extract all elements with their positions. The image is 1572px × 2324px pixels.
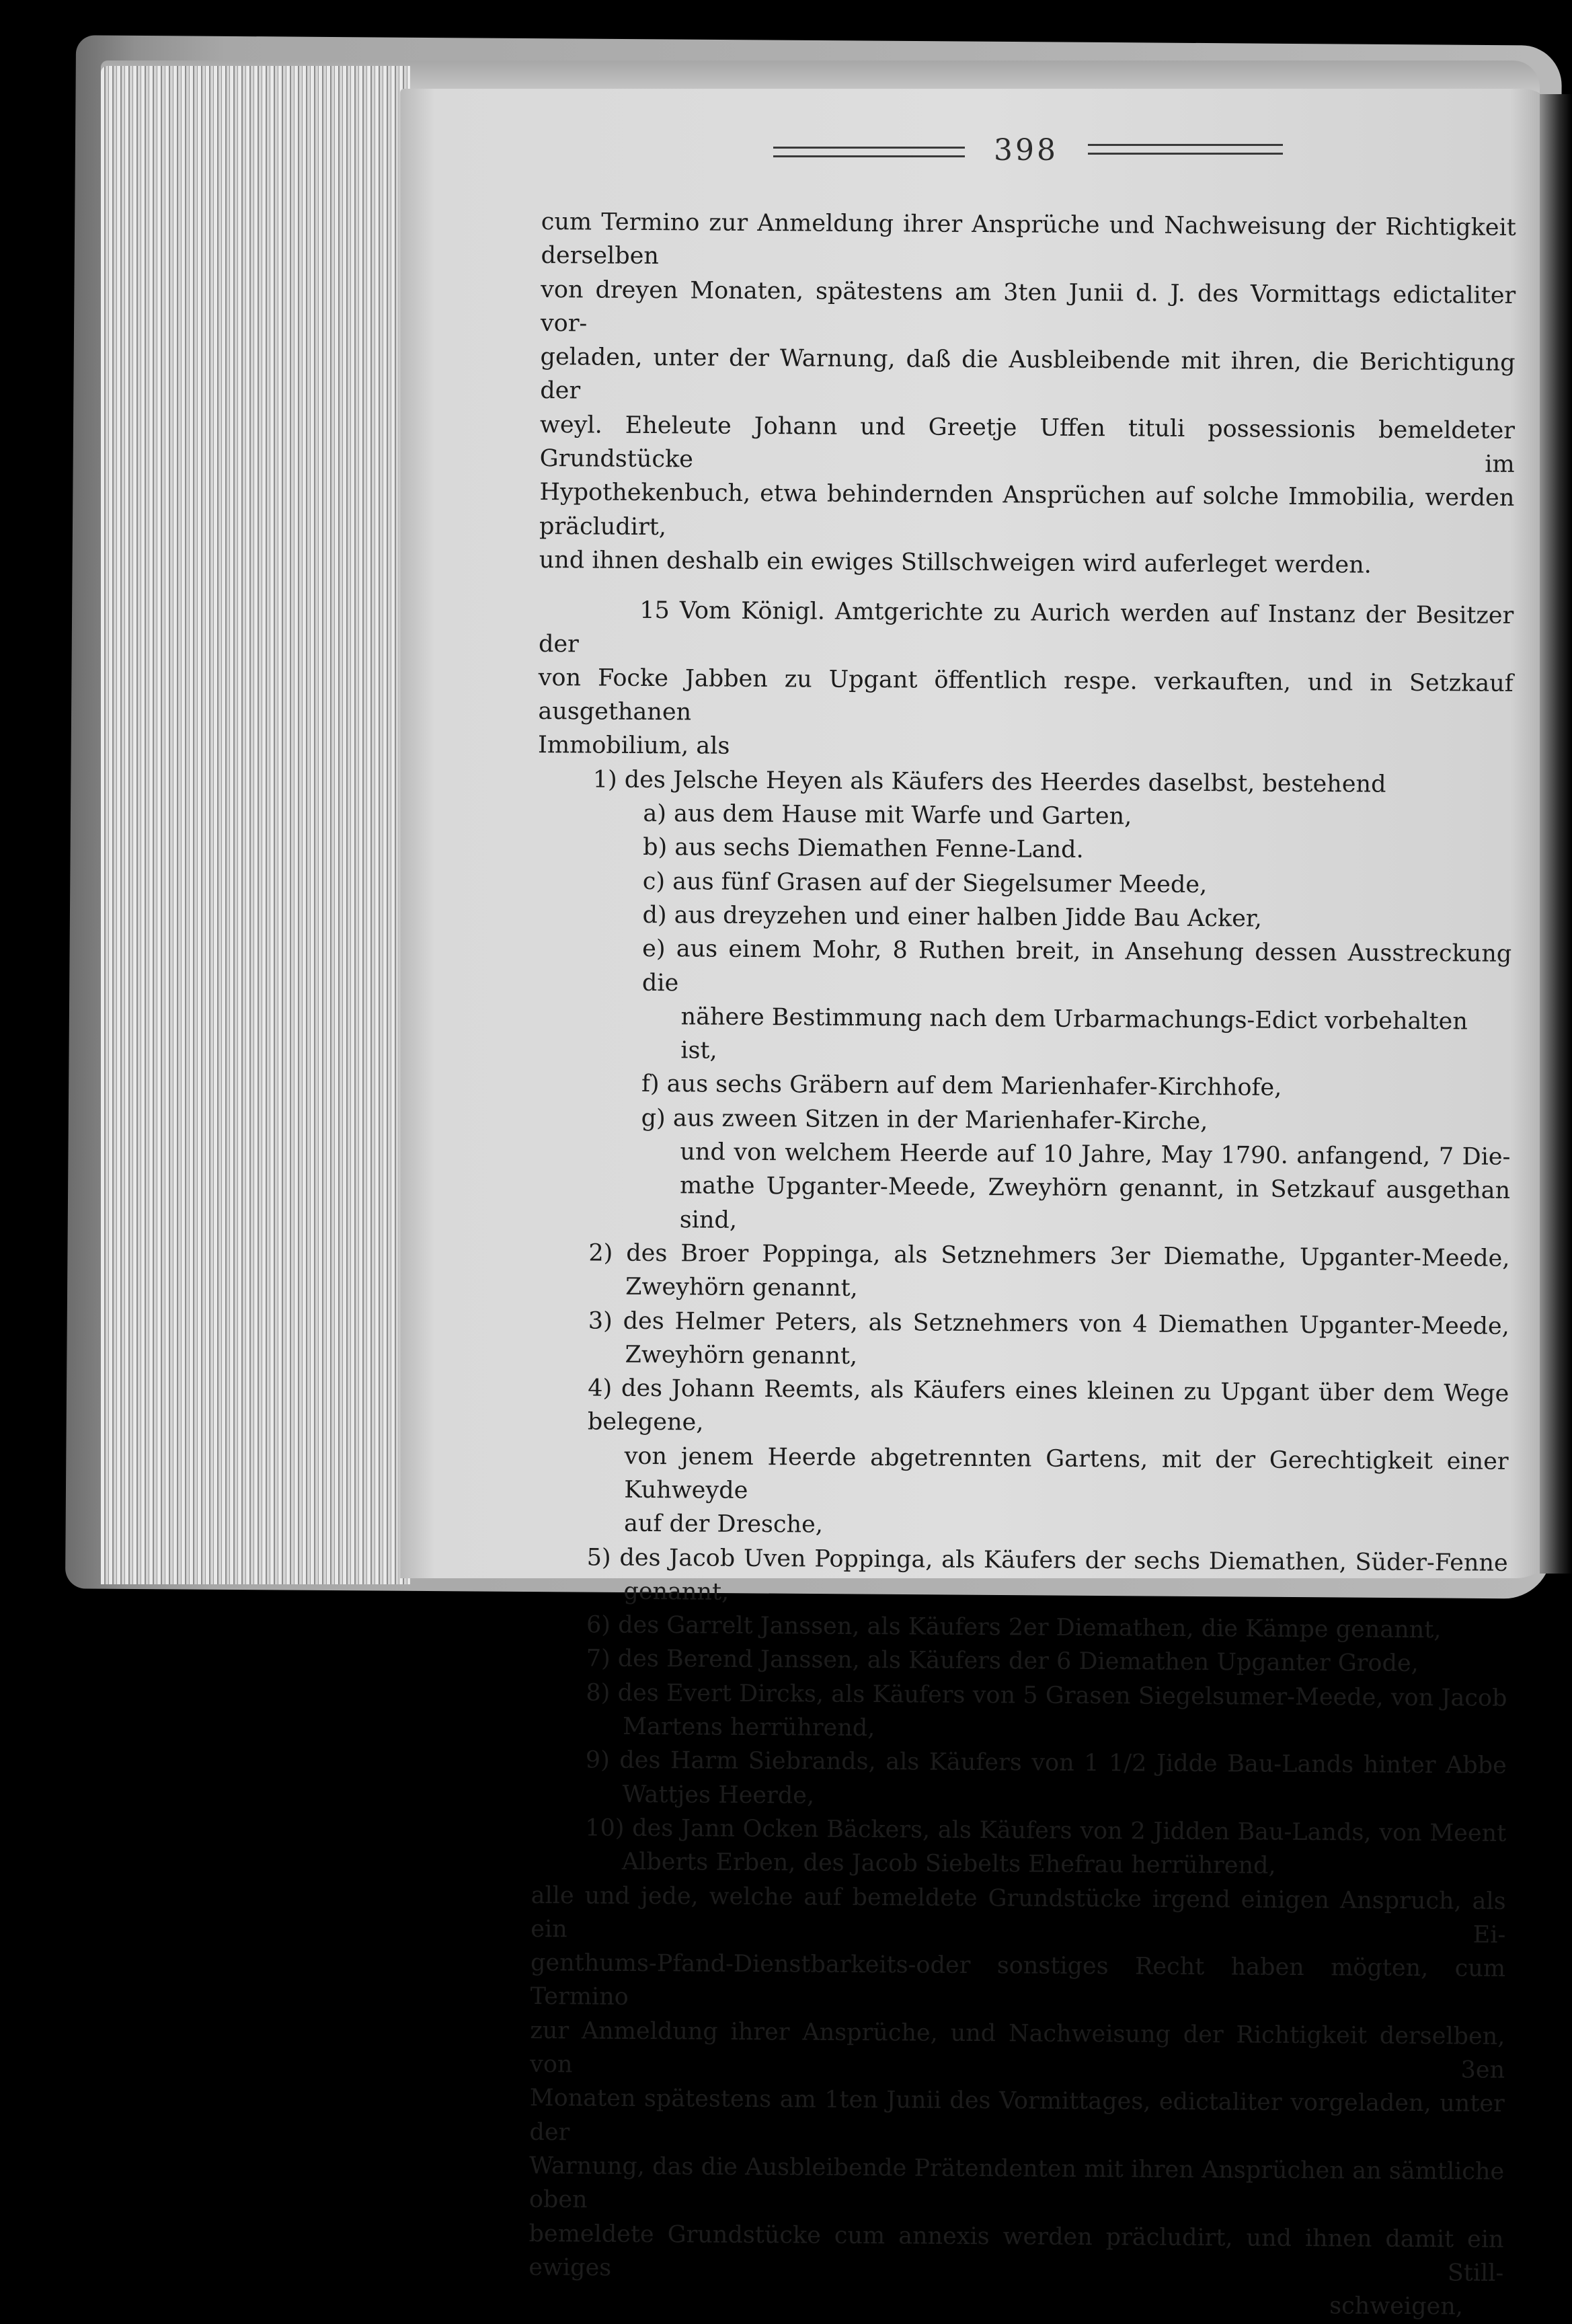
text-line: Warnung, das die Ausbleibende Prätendenten mit ihren Ansprüchen an sämtliche oben	[528, 2152, 1505, 2214]
text-block	[528, 205, 1516, 2324]
list-item: Alberts Erben, des Jacob Siebelts Ehefrau herrührend,	[621, 1849, 1276, 1880]
text-line: von dreyen Monaten, spätestens am 3ten Junii d. J. des Vormittags edictaliter vor-	[540, 276, 1516, 338]
book-gutter	[1540, 94, 1572, 1574]
list-item: 5) des Jacob Uven Poppinga, als Käufers der sechs Diemathen, Süder-Fenne	[586, 1544, 1508, 1577]
list-item: 10) des Jann Ocken Bäckers, als Käufers von 2 Jidden Bau-Lands, von Meent	[585, 1814, 1507, 1847]
list-item: 1) des Jelsche Heyen als Käufers des Heerdes daselbst, bestehend	[592, 766, 1386, 798]
text-line: cum Termino zur Anmeldung ihrer Ansprüche und Nachweisung der Richtigkeit derselben	[541, 208, 1516, 270]
list-item: Wattjes Heerde,	[622, 1781, 815, 1810]
paragraph-2	[538, 593, 1514, 768]
paragraph-1	[539, 205, 1516, 583]
header-rule-right	[1088, 144, 1283, 155]
list-item: c) aus fünf Grasen auf der Siegelsumer Meede,	[642, 867, 1208, 898]
item-1	[538, 763, 1513, 802]
list-item: genannt,	[623, 1578, 730, 1606]
text-line: Monaten spätestens am 1ten Junii des Vormittages, edictaliter vorgeladen, unter der	[529, 2085, 1505, 2146]
list-item: a) aus dem Hause mit Warfe und Garten,	[643, 800, 1132, 830]
sub-items	[535, 796, 1513, 1242]
list-item: d) aus dreyzehen und einer halben Jidde Bau Acker,	[642, 901, 1263, 933]
list-item: 4) des Johann Reemts, als Käufers eines kleinen zu Upgant über dem Wege belegene,	[587, 1374, 1509, 1436]
catchword: schweigen,	[1329, 2292, 1464, 2321]
list-item: 8) des Evert Dircks, als Käufers von 5 Grasen Siegelsumer-Meede, von Jacob	[586, 1679, 1507, 1712]
text-line: Hypothekenbuch, etwa behindernden Ansprüchen auf solche Immobilia, werden präcludirt,	[539, 479, 1515, 541]
list-item: e) aus einem Mohr, 8 Ruthen breit, in Ansehung dessen Ausstreckung die	[641, 935, 1512, 997]
text-line: weyl. Eheleute Johann und Greetje Uffen tituli possessionis bemeldeter Grundstücke im	[539, 411, 1516, 478]
header-rule-left	[773, 147, 965, 157]
text-line: genthums-Pfand-Dienstbarkeits-oder sonstiges Recht haben mögten, cum Termino	[530, 1949, 1506, 2011]
text-line: und ihnen deshalb ein ewiges Stillschweigen wird auferleget werden.	[539, 546, 1372, 579]
list-item: 2) des Broer Poppinga, als Setznehmers 3er Diemathe, Upganter-Meede,	[588, 1239, 1510, 1272]
list-item: g) aus zween Sitzen in der Marienhafer-Kirche,	[641, 1104, 1208, 1135]
numbered-items	[531, 1236, 1510, 1884]
text-line: von Focke Jabben zu Upgant öffentlich respe. verkauften, und in Setzkauf ausgethanen	[538, 664, 1514, 726]
text-line: bemeldete Grundstücke cum annexis werden präcludirt, und ihnen damit ein ewiges Still-	[528, 2220, 1504, 2287]
list-item: Martens herrührend,	[623, 1713, 875, 1742]
list-item: 9) des Harm Siebrands, als Käufers von 1 1/2 Jidde Bau-Lands hinter Abbe	[585, 1746, 1507, 1780]
list-item: b) aus sechs Diemathen Fenne-Land.	[643, 834, 1084, 864]
list-item: auf der Dresche,	[623, 1510, 824, 1539]
page-stack-edge	[101, 66, 410, 1584]
list-item: Zweyhörn genannt,	[625, 1341, 858, 1370]
text-line: zur Anmeldung ihrer Ansprüche, und Nachweisung der Richtigkeit derselben, von 3en	[529, 2017, 1505, 2084]
list-item: mathe Upganter-Meede, Zweyhörn genannt, in Setzkauf ausgethan sind,	[679, 1172, 1511, 1234]
text-line: 15 Vom Königl. Amtgerichte zu Aurich werden auf Instanz der Besitzer der	[538, 597, 1514, 658]
list-item: und von welchem Heerde auf 10 Jahre, May 1790. anfangend, 7 Die-	[680, 1138, 1511, 1171]
list-item: Zweyhörn genannt,	[625, 1273, 858, 1303]
text-line: geladen, unter der Warnung, daß die Ausbleibende mit ihren, die Berichtigung der	[540, 344, 1516, 405]
list-item: f) aus sechs Gräbern auf dem Marienhafer-Kirchhofe,	[641, 1071, 1282, 1102]
paragraph-3	[528, 1879, 1506, 2290]
text-line: Immobilium, als	[537, 732, 730, 761]
list-item: 6) des Garrelt Janssen, als Käufers 2er Diemathen, die Kämpe genannt,	[586, 1611, 1442, 1644]
list-item: 3) des Helmer Peters, als Setznehmers von 4 Diemathen Upganter-Meede,	[588, 1307, 1509, 1340]
page-number: 398	[994, 133, 1058, 167]
list-item: 7) des Berend Janssen, als Käufers der 6 Diemathen Upganter Grode,	[586, 1645, 1419, 1678]
text-line: alle und jede, welche auf bemeldete Grundstücke irgend einigen Anspruch, als ein Ei-	[530, 1882, 1506, 1949]
list-item: nähere Bestimmung nach dem Urbarmachungs-Edict vorbehalten ist,	[680, 1003, 1468, 1064]
list-item: von jenem Heerde abgetrennten Gartens, mit der Gerechtigkeit einer Kuhweyde	[624, 1442, 1509, 1504]
